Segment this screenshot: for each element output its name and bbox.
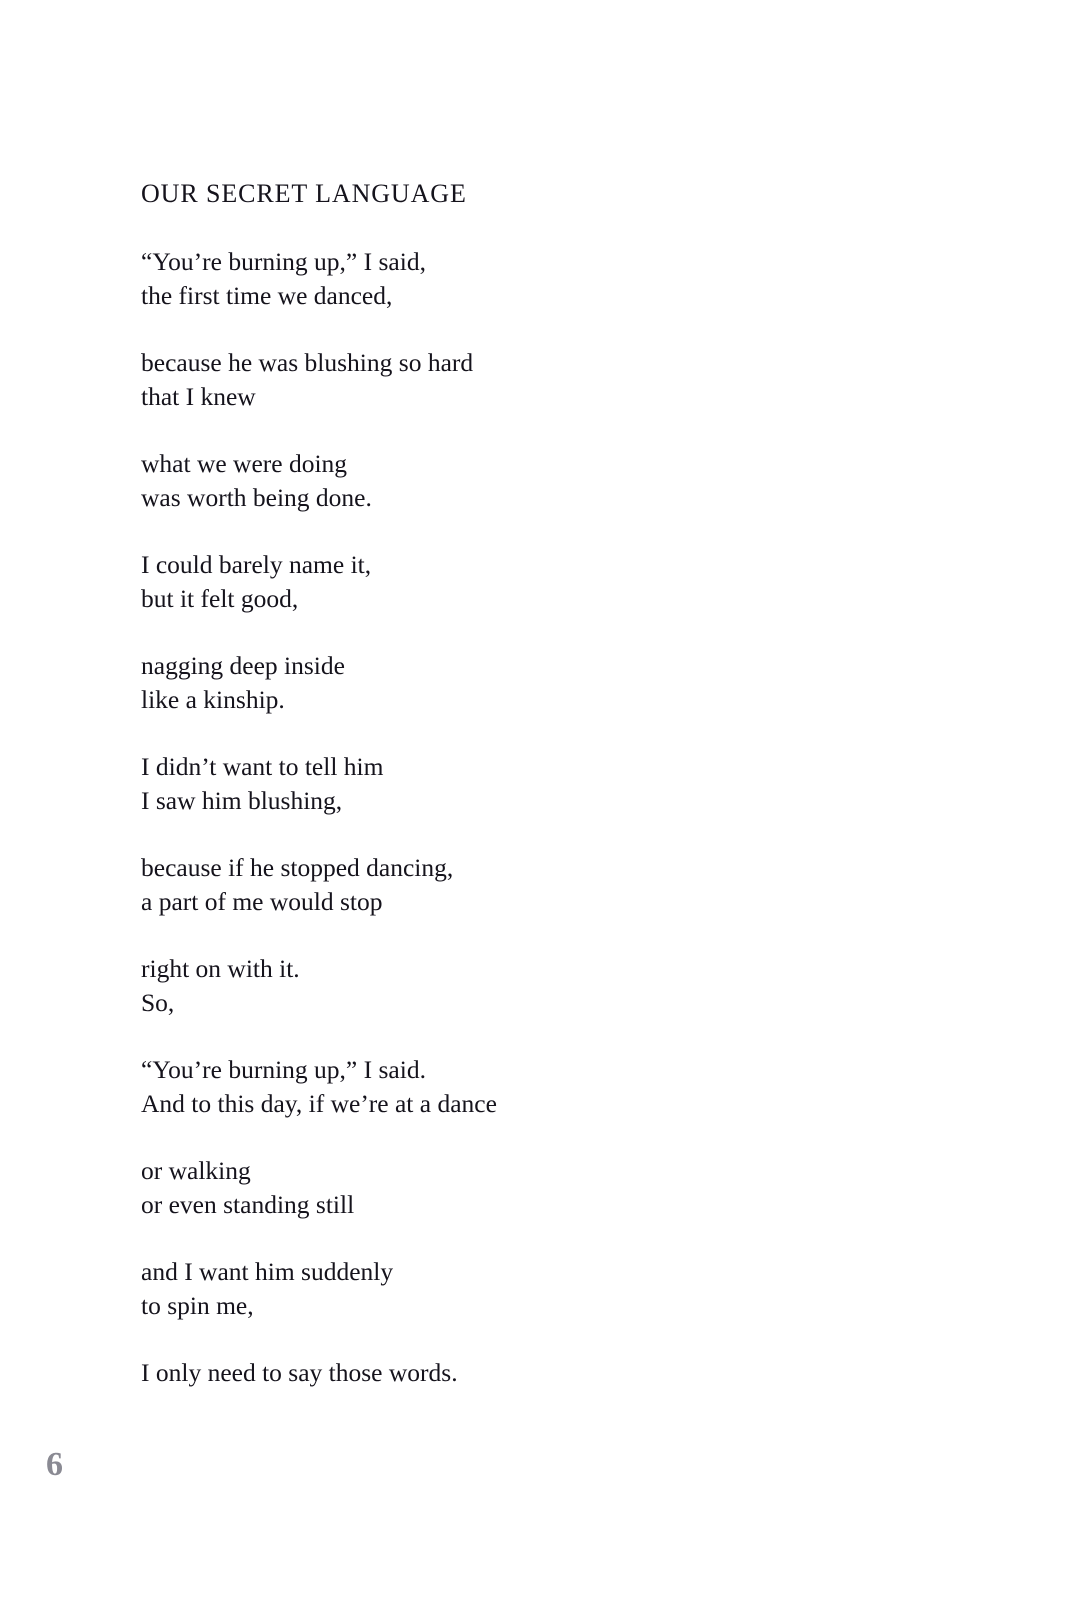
poem-line: that I knew (141, 382, 256, 412)
poem-body (141, 178, 901, 1390)
poem-line: what we were doing (141, 449, 348, 479)
poem-line: because if he stopped dancing, (141, 853, 454, 883)
stanza (141, 346, 901, 414)
poem-line: and I want him suddenly (141, 1257, 394, 1287)
poem-line: or even standing still (141, 1190, 355, 1220)
poem-line: a part of me would stop (141, 887, 383, 917)
page-number: 6 (46, 1446, 63, 1483)
poem-line: “You’re burning up,” I said, (141, 247, 426, 277)
page-title: OUR SECRET LANGUAGE (141, 179, 467, 208)
poem-line: I didn’t want to tell him (141, 752, 384, 782)
poem-line: So, (141, 988, 175, 1018)
stanza (141, 952, 901, 1020)
poem-line: nagging deep inside (141, 651, 345, 681)
poem-line: like a kinship. (141, 685, 285, 715)
poem-line: to spin me, (141, 1291, 254, 1321)
poem-line: because he was blushing so hard (141, 348, 474, 378)
poem-line: right on with it. (141, 954, 300, 984)
poem-line: or walking (141, 1156, 251, 1186)
poem-line: was worth being done. (141, 483, 372, 513)
stanza (141, 649, 901, 717)
stanza (141, 1356, 901, 1390)
poem-line: I saw him blushing, (141, 786, 343, 816)
stanza (141, 1154, 901, 1222)
stanza (141, 1255, 901, 1323)
stanza (141, 447, 901, 515)
poem-line: “You’re burning up,” I said. (141, 1055, 426, 1085)
stanza (141, 548, 901, 616)
poem-line: And to this day, if we’re at a dance (141, 1089, 497, 1119)
stanza (141, 750, 901, 818)
stanza (141, 245, 901, 313)
poem-line: I only need to say those words. (141, 1358, 458, 1388)
poem-line: the first time we danced, (141, 281, 393, 311)
poem-line: but it felt good, (141, 584, 299, 614)
stanza (141, 851, 901, 919)
stanza (141, 1053, 901, 1121)
poem-line: I could barely name it, (141, 550, 372, 580)
